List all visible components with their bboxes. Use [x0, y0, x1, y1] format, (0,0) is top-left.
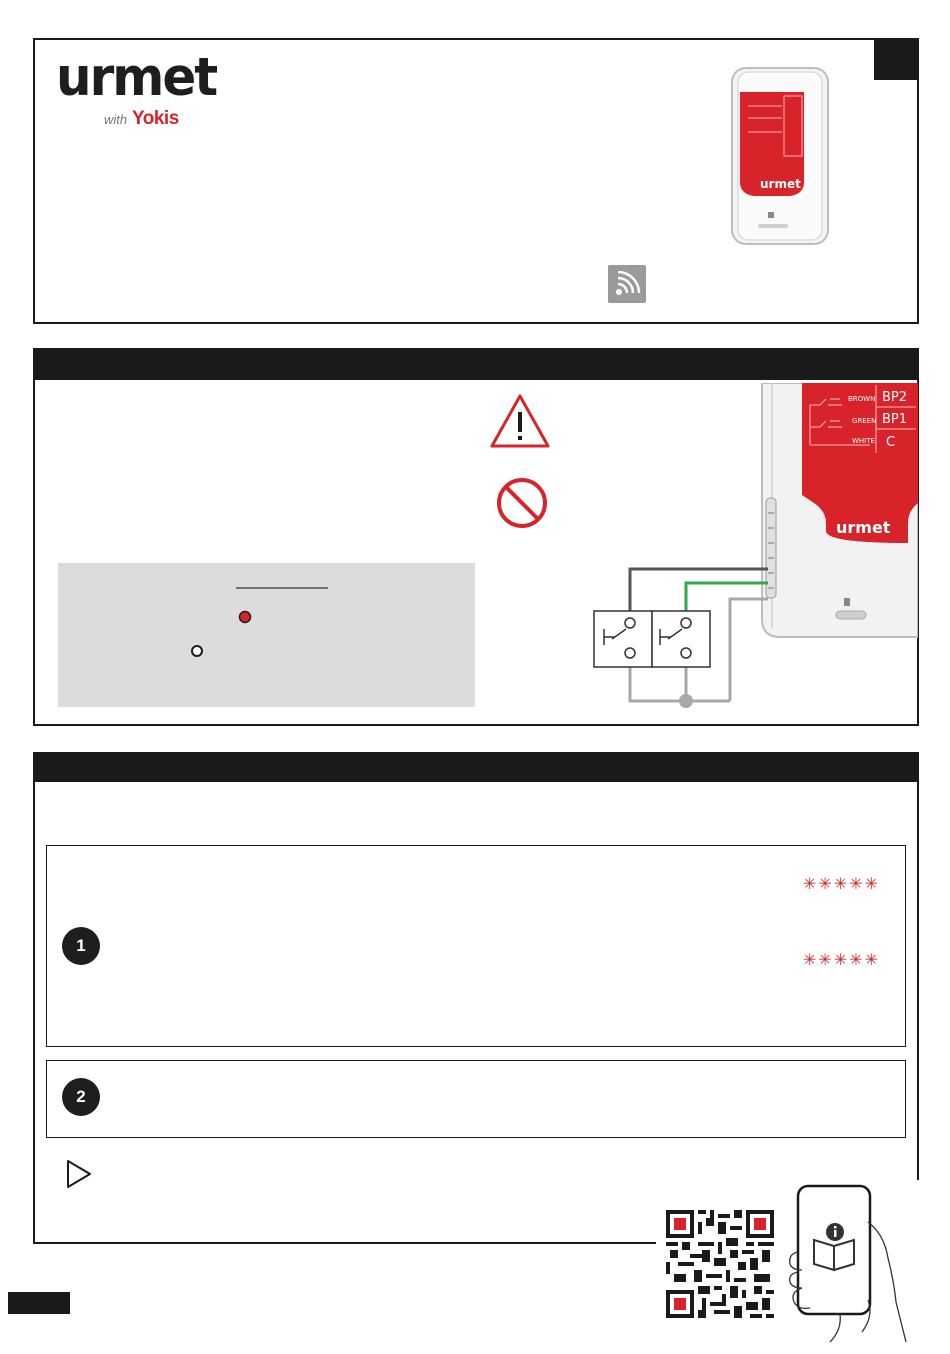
brand-logo: urmet — [56, 46, 217, 108]
brand-partner-logo: Yokis — [132, 108, 179, 129]
wire-junction — [679, 694, 693, 708]
wire-label-brown: BROWN — [848, 395, 876, 403]
terminal-label-bp2: BP2 — [882, 390, 908, 405]
play-arrow-icon — [64, 1158, 94, 1190]
wire-label-white: WHITE — [852, 437, 875, 445]
phone-info-icon — [780, 1182, 930, 1344]
push-button-1 — [594, 611, 652, 667]
terminal-label-c: C — [886, 435, 896, 450]
radio-waves-icon — [608, 265, 646, 303]
qr-code-icon — [666, 1210, 774, 1318]
wire-label-green: GREEN — [852, 417, 877, 425]
device-label-logo: urmet — [836, 518, 891, 537]
step-1-box — [46, 845, 906, 1047]
corner-marker — [874, 40, 917, 80]
page-marker — [8, 1292, 70, 1314]
svg-text:urmet: urmet — [760, 177, 801, 191]
step-1-number: 1 — [62, 927, 100, 965]
led-red-icon — [240, 612, 251, 623]
brand-with-text: with — [104, 112, 128, 127]
led-blink-indicator-2: ✳✳✳✳✳ — [803, 950, 881, 969]
product-image — [720, 62, 840, 252]
led-off-icon — [192, 646, 202, 656]
warning-triangle-icon — [488, 392, 552, 450]
led-status-box — [58, 563, 475, 707]
wiring-section-header-bar — [33, 348, 919, 380]
step-2-box — [46, 1060, 906, 1138]
terminal-label-bp1: BP1 — [882, 412, 908, 427]
wiring-diagram — [590, 383, 918, 725]
step-2-number: 2 — [62, 1078, 100, 1116]
wire-common — [630, 667, 730, 701]
prohibited-icon — [494, 475, 550, 531]
config-section-header-bar — [33, 752, 917, 782]
led-blink-indicator-1: ✳✳✳✳✳ — [803, 874, 881, 893]
